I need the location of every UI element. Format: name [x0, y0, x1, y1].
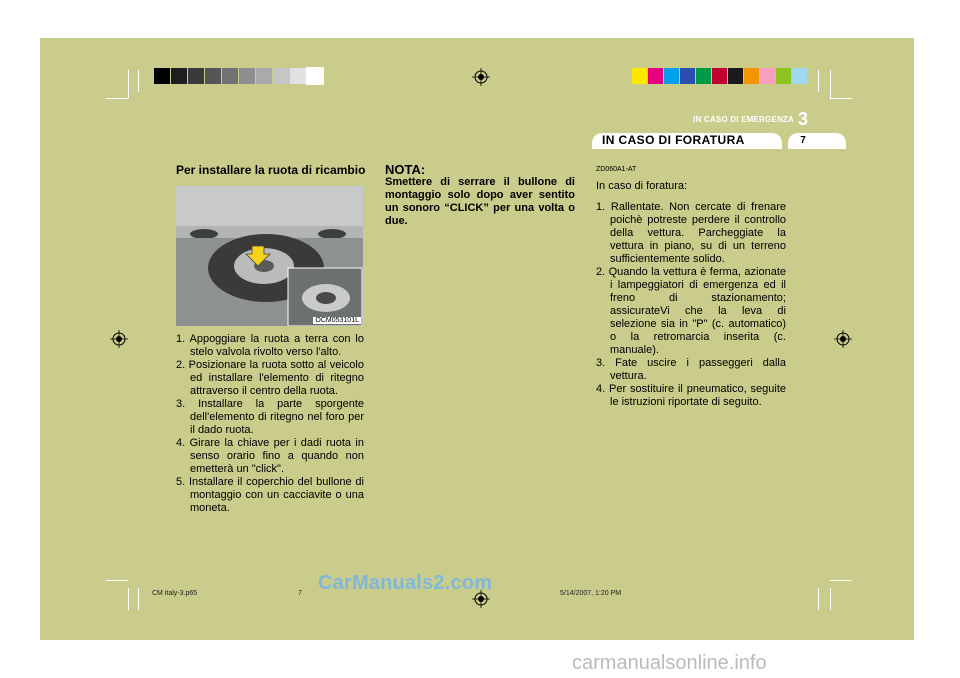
registration-target-icon [834, 330, 852, 348]
section-heading: Per installare la ruota di ricambio [176, 163, 366, 177]
crop-mark [818, 70, 819, 92]
section-tab-label: IN CASO DI FORATURA [602, 133, 745, 147]
color-swatch [776, 68, 791, 84]
crop-mark [128, 70, 129, 98]
crop-mark [128, 588, 129, 610]
spare-tire-image [176, 186, 363, 326]
list-item: 4. Per sostituire il pneumatico, seguite le istruzioni riportate di seguito. [596, 383, 786, 408]
gray-swatch [188, 68, 204, 84]
footer-datetime: 5/14/2007, 1:20 PM [560, 590, 622, 597]
chapter-title: IN CASO DI EMERGENZA [693, 115, 794, 124]
left-column [176, 164, 366, 177]
list-item: 1. Rallentate. Non cercate di frenare poichè potreste perdere il controllo della vettura. Parcheggiate la vettura in piano, su di un terreno sufficientemente solido. [596, 201, 786, 265]
note-block [385, 163, 575, 228]
crop-mark [106, 580, 128, 581]
page-number: 7 [800, 135, 806, 146]
note-text: Smettere di serrare il bullone di montaggio solo dopo aver sentito un sonoro “CLICK” per una volta o due. [385, 176, 575, 227]
gray-swatch [239, 68, 255, 84]
gray-swatch [307, 68, 323, 84]
color-swatch [696, 68, 711, 84]
gray-swatch [273, 68, 289, 84]
gray-swatch [154, 68, 170, 84]
crop-mark [830, 580, 852, 581]
color-swatch [680, 68, 695, 84]
crop-mark [138, 588, 139, 610]
color-swatch [728, 68, 743, 84]
crop-mark [830, 588, 831, 610]
color-swatch [712, 68, 727, 84]
registration-target-icon [472, 68, 490, 86]
list-item: 1. Appoggiare la ruota a terra con lo stelo valvola rivolto verso l'alto. [176, 333, 364, 358]
list-item: 5. Installare il coperchio del bullone di montaggio con un cacciavite o una moneta. [176, 476, 364, 514]
left-steps [176, 333, 364, 515]
color-swatch [632, 68, 647, 84]
gray-swatch [290, 68, 306, 84]
list-item: 2. Quando la vettura è ferma, azionate i lampeggiatori di emergenza ed il freno di stazionamento; assicurateVi che la leva di selezione sia in "P" (c. automatico) o la retromarcia inserita (c. manuale). [596, 266, 786, 356]
footer-file: CM italy-3.p65 [152, 590, 198, 597]
list-item: 3. Fate uscire i passeggeri dalla vettura. [596, 357, 786, 382]
color-swatch [760, 68, 775, 84]
crop-mark [106, 98, 128, 99]
color-swatch [664, 68, 679, 84]
registration-target-icon [110, 330, 128, 348]
intro-text: In caso di foratura: [596, 180, 688, 192]
list-item: 2. Posizionare la ruota sotto al veicolo ed installare l'elemento di ritegno attraverso il centro della ruota. [176, 359, 364, 397]
spare-tire-illustration [176, 186, 363, 326]
watermark-bottom: carmanualsonline.info [572, 652, 767, 674]
note-title: NOTA: [385, 162, 426, 177]
color-swatch [792, 68, 807, 84]
color-swatch [648, 68, 663, 84]
crop-mark [830, 98, 852, 99]
gray-swatch [171, 68, 187, 84]
crop-mark [830, 70, 831, 98]
chapter-number: 3 [798, 109, 809, 129]
crop-mark [818, 588, 819, 610]
list-item: 4. Girare la chiave per i dadi ruota in senso orario fino a quando non emetterà un "click". [176, 437, 364, 475]
color-swatch [744, 68, 759, 84]
section-code: ZD060A1-AT [596, 166, 637, 173]
footer-page: 7 [298, 590, 302, 597]
image-code: OCM053101L [315, 317, 359, 324]
gray-swatch [222, 68, 238, 84]
gray-swatch [256, 68, 272, 84]
crop-mark [138, 70, 139, 92]
right-column [596, 163, 786, 409]
gray-swatch [205, 68, 221, 84]
list-item: 3. Installare la parte sporgente dell'elemento di ritegno nel foro per il dado ruota. [176, 398, 364, 436]
watermark-top[interactable]: CarManuals2.com [318, 572, 493, 594]
